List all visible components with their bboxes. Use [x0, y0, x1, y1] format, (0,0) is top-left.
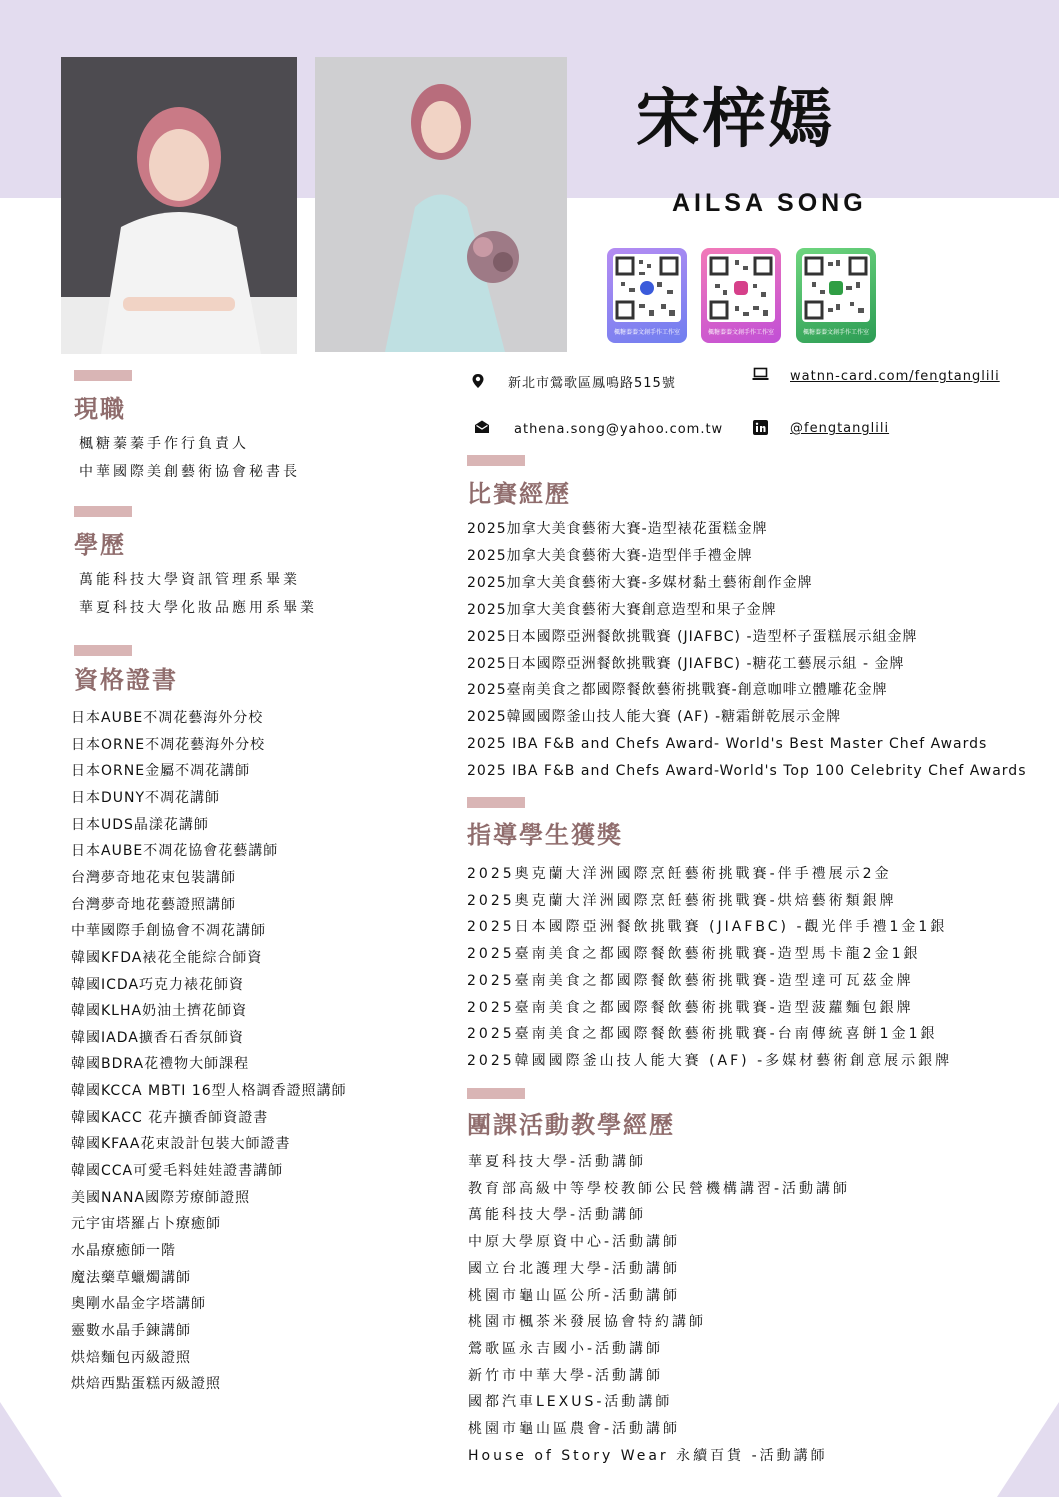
list-item: 2025日本國際亞洲餐飲挑戰賽 (JIAFBC) -造型杯子蛋糕展示組金牌: [467, 628, 918, 645]
list-item: 台灣夢奇地花藝證照講師: [71, 896, 236, 913]
list-item: 新竹市中華大學-活動講師: [468, 1367, 664, 1384]
list-item: 韓國KCCA MBTI 16型人格調香證照講師: [71, 1083, 347, 1100]
list-item: 靈數水晶手鍊講師: [71, 1322, 191, 1339]
list-item: 華夏科技大學-活動講師: [468, 1154, 647, 1170]
list-item: 華夏科技大學化妝品應用系畢業: [79, 600, 317, 616]
list-item: 水晶療癒師一階: [71, 1243, 176, 1259]
qr-code-image: [613, 254, 681, 322]
list-item: 韓國KACC 花卉擴香師資證書: [71, 1109, 269, 1126]
linkedin-link[interactable]: @fengtanglili: [790, 421, 890, 436]
laptop-icon: [752, 366, 769, 382]
email-text[interactable]: athena.song@yahoo.com.tw: [514, 422, 724, 437]
list-item: 教育部高級中等學校教師公民營機構講習-活動講師: [468, 1180, 851, 1197]
list-item: House of Story Wear 永續百貨 -活動講師: [468, 1447, 828, 1464]
list-item: 桃園市龜山區農會-活動講師: [468, 1421, 681, 1437]
list-item: 2025加拿大美食藝術大賽-造型伴手禮金牌: [467, 547, 753, 564]
facebook-qr-card[interactable]: [607, 248, 687, 343]
list-item: 國立台北護理大學-活動講師: [468, 1260, 681, 1277]
list-item: 日本UDS晶漾花講師: [71, 816, 209, 833]
heading-teaching: 團課活動教學經歷: [467, 1111, 675, 1139]
name-english: AILSA SONG: [672, 189, 867, 217]
list-item: 2025加拿大美食藝術大賽創意造型和果子金牌: [467, 601, 777, 618]
list-item: 日本ORNE金屬不凋花講師: [71, 763, 251, 780]
list-item: 2025韓國國際釜山技人能大賽 (AF) -糖霜餅乾展示金牌: [467, 709, 842, 726]
list-item: 韓國IADA擴香石香氛師資: [71, 1029, 244, 1046]
list-item: 鶯歌區永吉國小-活動講師: [468, 1340, 664, 1357]
qr-caption: 楓糖蓁蓁文創手作工作室: [707, 329, 774, 336]
list-item: 韓國KFAA花束設計包裝大師證書: [71, 1136, 291, 1153]
linkedin-icon: [753, 420, 768, 435]
list-item: 2025臺南美食之都國際餐飲藝術挑戰賽-台南傳統喜餅1金1銀: [467, 1026, 938, 1043]
list-item: 2025 IBA F&B and Chefs Award-World's Top 100 Celebrity Chef Awards: [467, 763, 1027, 780]
list-item: 中華國際美創藝術協會秘書長: [79, 464, 300, 480]
list-item: 韓國BDRA花禮物大師課程: [71, 1056, 250, 1073]
list-item: 2025 IBA F&B and Chefs Award- World's Best Master Chef Awards: [467, 736, 988, 753]
list-item: 台灣夢奇地花束包裝講師: [71, 869, 236, 886]
list-item: 萬能科技大學-活動講師: [468, 1207, 647, 1224]
list-item: 奧剛水晶金字塔講師: [71, 1296, 206, 1313]
list-item: 中華國際手創協會不凋花講師: [71, 923, 266, 940]
list-item: 日本AUBE不凋花藝海外分校: [71, 710, 264, 726]
qr-caption: 楓糖蓁蓁文創手作工作室: [613, 329, 680, 336]
line-qr-card[interactable]: [796, 248, 876, 343]
section-accent-bar: [467, 455, 525, 466]
heading-current-position: 現職: [74, 395, 126, 423]
list-item: 韓國CCA可愛毛料娃娃證書講師: [71, 1163, 284, 1180]
list-item: 桃園市龜山區公所-活動講師: [468, 1287, 681, 1304]
list-item: 魔法藥草蠟燭講師: [71, 1269, 191, 1286]
list-item: 2025加拿大美食藝術大賽-多媒材黏土藝術創作金牌: [467, 574, 813, 591]
list-item: 2025臺南美食之都國際餐飲藝術挑戰賽-造型達可瓦茲金牌: [467, 972, 914, 989]
chef-portrait-photo: [61, 57, 297, 354]
list-item: 烘焙西點蛋糕丙級證照: [71, 1376, 221, 1393]
list-item: 韓國ICDA巧克力裱花師資: [71, 976, 245, 993]
instagram-qr-card[interactable]: [701, 248, 781, 343]
list-item: 萬能科技大學資訊管理系畢業: [79, 572, 300, 588]
list-item: 日本AUBE不凋花協會花藝講師: [71, 843, 279, 860]
section-accent-bar: [74, 370, 132, 381]
section-accent-bar: [74, 506, 132, 517]
list-item: 2025臺南美食之都國際餐飲藝術挑戰賽-創意咖啡立體雕花金牌: [467, 682, 888, 699]
section-accent-bar: [467, 1088, 525, 1099]
qr-code-image: [802, 254, 870, 322]
address-text: 新北市鶯歌區鳳鳴路515號: [508, 376, 676, 391]
email-icon: [474, 419, 490, 435]
list-item: 日本ORNE不凋花藝海外分校: [71, 736, 266, 753]
corner-decoration-left: [0, 1402, 62, 1497]
list-item: 楓糖蓁蓁手作行負責人: [79, 436, 249, 452]
list-item: 2025加拿大美食藝術大賽-造型裱花蛋糕金牌: [467, 521, 768, 537]
heading-education: 學歷: [74, 531, 126, 559]
list-item: 桃園市楓茶米發展協會特約講師: [468, 1314, 706, 1331]
list-item: 元宇宙塔羅占卜療癒師: [71, 1216, 221, 1233]
list-item: 2025臺南美食之都國際餐飲藝術挑戰賽-造型馬卡龍2金1銀: [467, 946, 921, 963]
list-item: 韓國KLHA奶油土擠花師資: [71, 1003, 248, 1020]
qr-code-image: [707, 254, 775, 322]
list-item: 2025日本國際亞洲餐飲挑戰賽 (JIAFBC) -糖花工藝展示組 - 金牌: [467, 655, 905, 672]
name-chinese: 宋梓嫣: [636, 83, 834, 157]
heading-student-awards: 指導學生獲獎: [467, 821, 623, 849]
list-item: 2025奧克蘭大洋洲國際烹飪藝術挑戰賽-伴手禮展示2金: [467, 866, 892, 882]
list-item: 烘焙麵包丙級證照: [71, 1349, 191, 1366]
corner-decoration-right: [997, 1402, 1059, 1497]
list-item: 美國NANA國際芳療師證照: [71, 1189, 251, 1206]
list-item: 2025日本國際亞洲餐飲挑戰賽 (JIAFBC) -觀光伴手禮1金1銀: [467, 919, 948, 936]
section-accent-bar: [74, 645, 132, 656]
heading-competitions: 比賽經歷: [467, 480, 571, 508]
section-accent-bar: [467, 797, 525, 808]
list-item: 國都汽車LEXUS-活動講師: [468, 1394, 673, 1411]
list-item: 2025臺南美食之都國際餐飲藝術挑戰賽-造型菠蘿麵包銀牌: [467, 999, 914, 1016]
list-item: 2025韓國國際釜山技人能大賽 (AF) -多媒材藝術創意展示銀牌: [467, 1052, 953, 1069]
location-pin-icon: [470, 373, 486, 389]
list-item: 2025奧克蘭大洋洲國際烹飪藝術挑戰賽-烘焙藝術類銀牌: [467, 892, 897, 909]
qr-caption: 楓糖蓁蓁文創手作工作室: [802, 329, 869, 336]
list-item: 日本DUNY不凋花講師: [71, 789, 221, 806]
list-item: 韓國KFDA裱花全能綜合師資: [71, 949, 263, 966]
heading-certificates: 資格證書: [74, 666, 178, 694]
dress-portrait-photo: [315, 57, 567, 352]
list-item: 中原大學原資中心-活動講師: [468, 1234, 681, 1251]
website-link[interactable]: watnn-card.com/fengtanglili: [790, 369, 1000, 384]
